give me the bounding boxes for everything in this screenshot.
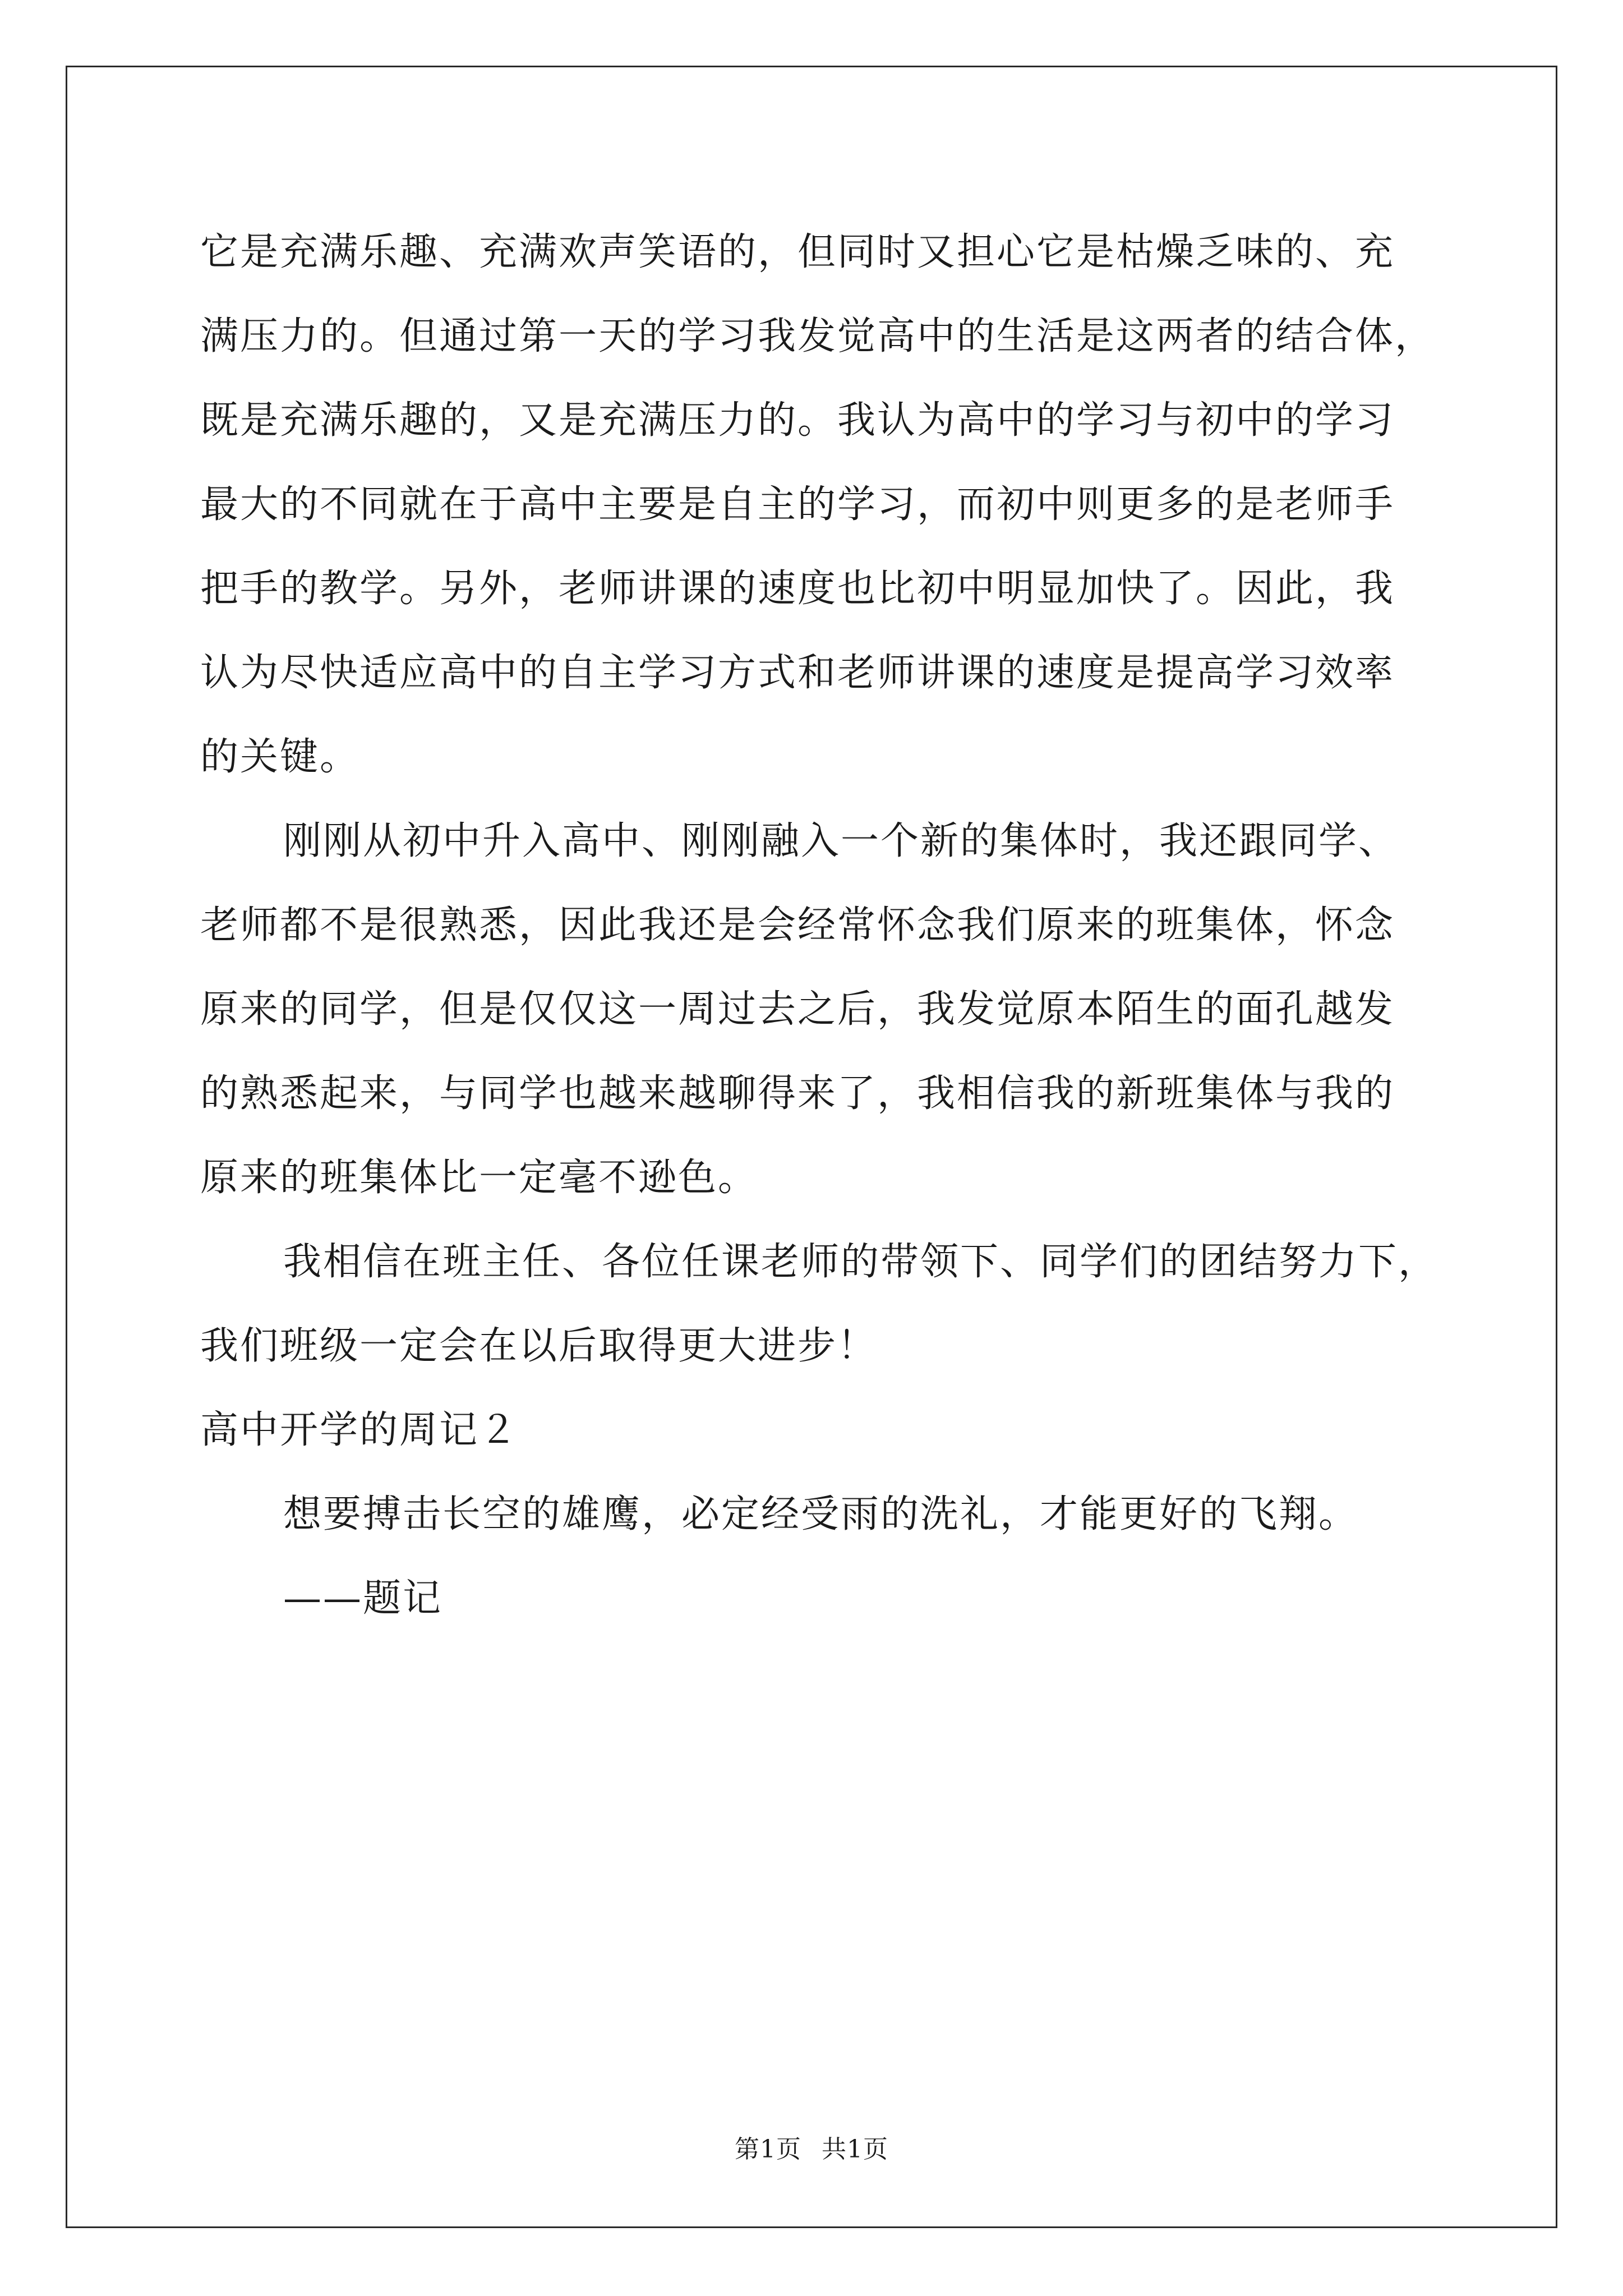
text-line: 老师都不是很熟悉，因此我还是会经常怀念我们原来的班集体，怀念 [200,903,1395,947]
text-line: 它是充满乐趣、充满欢声笑语的，但同时又担心它是枯燥乏味的、充 [200,230,1395,274]
text-line: 把手的教学。另外，老师讲课的速度也比初中明显加快了。因此，我 [200,567,1395,611]
epigraph-attribution: ——题记 [283,1576,443,1621]
text-line: 的熟悉起来，与同学也越来越聊得来了，我相信我的新班集体与我的 [200,1071,1395,1116]
text-line: 认为尽快适应高中的自主学习方式和老师讲课的速度是提高学习效率 [200,651,1395,695]
text-line: 既是充满乐趣的，又是充满压力的。我认为高中的学习与初中的学习 [200,398,1395,443]
section-heading: 高中开学的周记２ [200,1408,519,1452]
current-page-label: 第1页 [735,2135,801,2164]
text-line: 我们班级一定会在以后取得更大进步！ [200,1324,878,1368]
text-line: 满压力的。但通过第一天的学习我发觉高中的生活是这两者的结合体， [200,314,1435,358]
text-line: 的关键。 [200,735,360,779]
paragraph-start-line: 刚刚从初中升入高中、刚刚融入一个新的集体时，我还跟同学、 [283,819,1399,863]
page-footer [0,2129,1623,2165]
epigraph-line: 想要搏击长空的雄鹰，必定经受雨的洗礼，才能更好的飞翔。 [283,1492,1359,1536]
text-line: 最大的不同就在于高中主要是自主的学习，而初中则更多的是老师手 [200,482,1395,527]
total-pages-label: 共1页 [822,2135,888,2164]
paragraph-start-line: 我相信在班主任、各位任课老师的带领下、同学们的团结努力下， [283,1240,1438,1284]
text-line: 原来的同学，但是仅仅这一周过去之后，我发觉原本陌生的面孔越发 [200,987,1395,1032]
document-body [200,222,1438,1652]
text-line: 原来的班集体比一定毫不逊色。 [200,1156,758,1200]
